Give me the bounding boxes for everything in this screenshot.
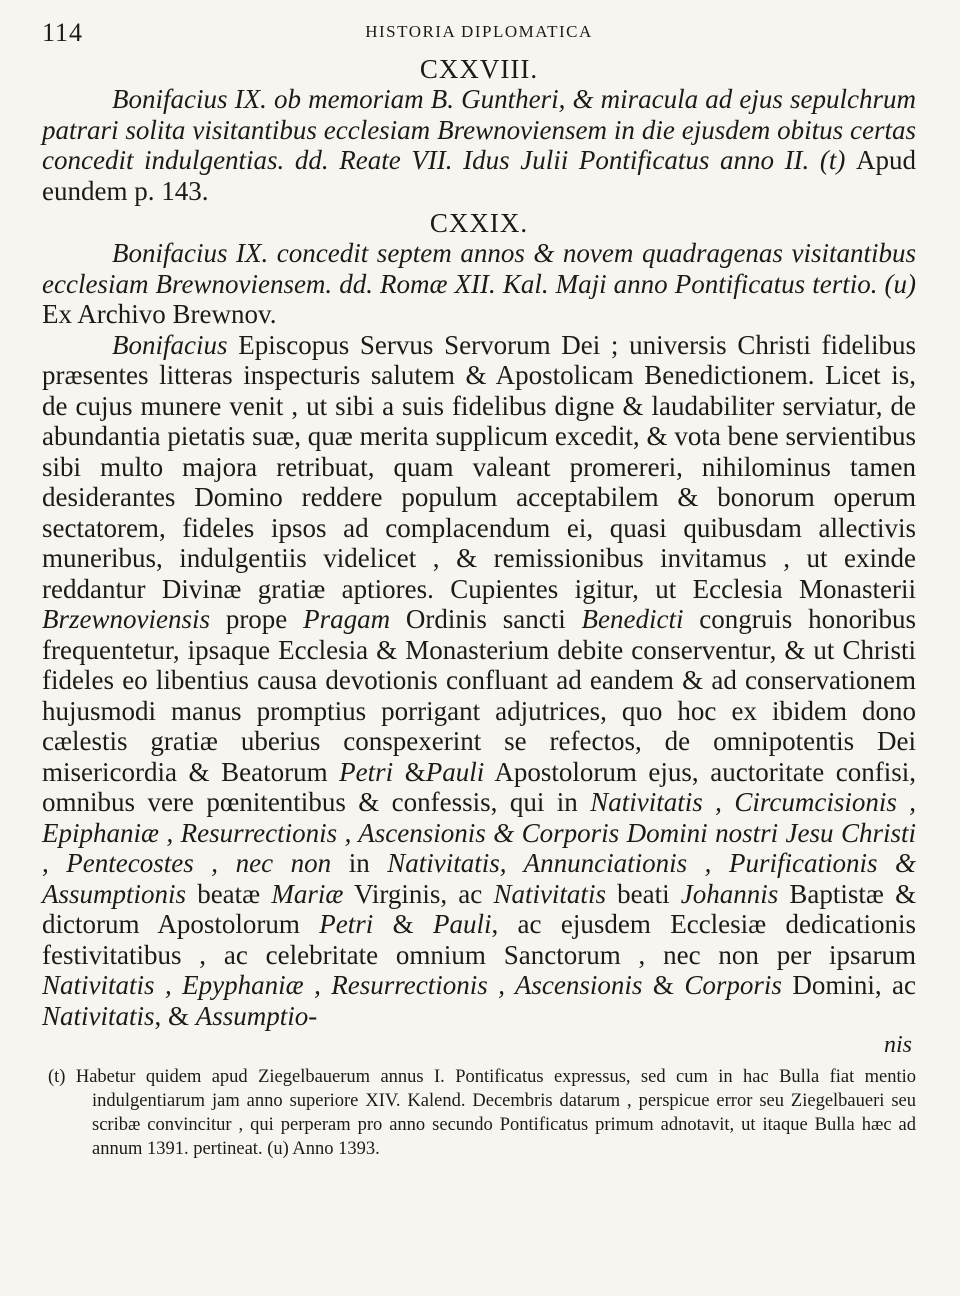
saint-name: Petri (319, 909, 374, 939)
saint-name: Mariæ (271, 878, 344, 909)
place-name: Pragam (303, 604, 391, 634)
summary-text-129: Bonifacius IX. concedit septem annos & novem quadragenas visitantibus ecclesiam Brewnoviensem. dd. Romæ XII. Kal. Maji anno Pontificatus tertio. (u) (42, 238, 916, 299)
document-numeral-128: CXXVIII. (419, 54, 539, 84)
bull-text-part-3: Apostolorum ejus, auctoritate confisi, omnibus vere pœnitentibus & confessis, qui in (42, 756, 916, 817)
text-fragment: & (652, 970, 674, 1000)
running-head (42, 14, 916, 48)
feast-list-1: Nativitatis , Circumcisionis , Epiphaniæ , Resurrectionis , Ascensionis & Corporis Domini nostri Jesu Christi , Pentecostes , (42, 787, 917, 878)
monastery-name: Brzewnoviensis (42, 604, 210, 634)
text-fragment: Ordinis sancti (405, 604, 566, 634)
summary-text-128: Bonifacius IX. ob memoriam B. Guntheri, & miracula ad ejus sepulchrum patrari solita visitantibus ecclesiam Brewnoviensem in die ejusdem obitus certas concedit indulgentias. dd. Reate VII. Idus Julii Pontificatus anno II. (t) (42, 84, 916, 175)
feast-name: Nativitatis (42, 1000, 155, 1031)
feast-list-2: Nativitatis, Annunciationis , Purificationis & Assumptionis (42, 848, 917, 909)
text-fragment: & (392, 909, 414, 939)
feast-name: Nativitatis (493, 878, 606, 909)
feast-list-3: Nativitatis , Epyphaniæ , Resurrectionis , Ascensionis (42, 970, 643, 1000)
text-fragment: nec non (235, 848, 332, 878)
catchword: nis (883, 1032, 912, 1058)
text-fragment: Baptistæ & dictorum Apostolorum (42, 878, 917, 939)
document-summary-128 (42, 84, 916, 206)
saint-name: Pauli (425, 756, 485, 787)
text-fragment: , & (154, 1000, 190, 1031)
running-title: HISTORIA DIPLOMATICA (365, 22, 593, 41)
text-fragment: in (348, 848, 370, 878)
saint-name: Benedicti (581, 604, 684, 634)
saint-name: Pauli (432, 909, 492, 939)
text-fragment: beati (617, 878, 670, 909)
text-fragment: Virginis, ac (354, 878, 483, 909)
opening-name: Bonifacius (112, 329, 228, 360)
text-fragment: Domini, ac (792, 970, 916, 1000)
feast-name: Assumptio- (195, 1000, 318, 1031)
document-numeral-129: CXXIX. (429, 208, 529, 238)
saint-name: Petri (339, 756, 394, 787)
source-note-128: Apud eundem p. 143. (42, 145, 916, 206)
bull-text-part-4: , ac ejusdem Ecclesiæ dedicationis festivitatibus , ac celebritate omnium Sanctorum , nec non per ipsarum (42, 909, 917, 970)
bull-text (42, 330, 916, 1032)
text-fragment: prope (225, 604, 288, 634)
text-fragment: beatæ (197, 878, 261, 909)
footnote: (t) Habetur quidem apud Ziegelbauerum annus I. Pontificatus expressus, sed cum in hac Bulla fiat mentio indulgentiarum jam anno superiore XIV. Kalend. Decembris datarum , perspicue error seu Ziegelbaueri seu scribæ convincitur , qui perperam pro anno secundo Pontificatus primum adnotavit, ut itaque Bulla hæc ad annum 1391. pertineat. (u) Anno 1393. (48, 1067, 916, 1159)
bull-text-part-2: congruis honoribus frequentetur, ipsaque Ecclesia & Monasterium debite conserventur, & ut Christi fideles eo libentius causa devotionis confluant ad eandem & ad conservationem hujusmodi manus promptius porrigant adjutrices, quo hoc ex ibidem dono cælestis gratiæ uberius conspexerint se refectos, de omnipotentis Dei misericordia & Beatorum (42, 604, 917, 787)
feast-name: Corporis (684, 970, 782, 1000)
source-note-129: Ex Archivo Brewnov. (42, 299, 277, 329)
text-fragment: & (404, 756, 426, 787)
document-summary-129 (42, 238, 916, 330)
bull-text-part-1: Episcopus Servus Servorum Dei ; universis Christi fidelibus præsentes litteras inspecturis salutem & Apostolicam Benedictionem. Licet is, de cujus munere venit , ut sibi a suis fidelibus digne & laudabiliter serviatur, de abundantia pietatis suæ, quæ merita supplicum excedit, & vota bene servientibus sibi multo majora retribuat, quam valeant promereri, nihilominus tamen desiderantes Domino reddere populum acceptabilem & bonorum operum sectatorem, fideles ipsos ad complacendum ei, quasi quibusdam allectivis muneribus, indulgentiis videlicet , & remissionibus invitamus , ut exinde reddantur Divinæ gratiæ aptiores. Cupientes igitur, ut Ecclesia Monasterii (42, 329, 917, 604)
page-number: 114 (42, 18, 84, 47)
saint-name: Johannis (680, 878, 779, 909)
